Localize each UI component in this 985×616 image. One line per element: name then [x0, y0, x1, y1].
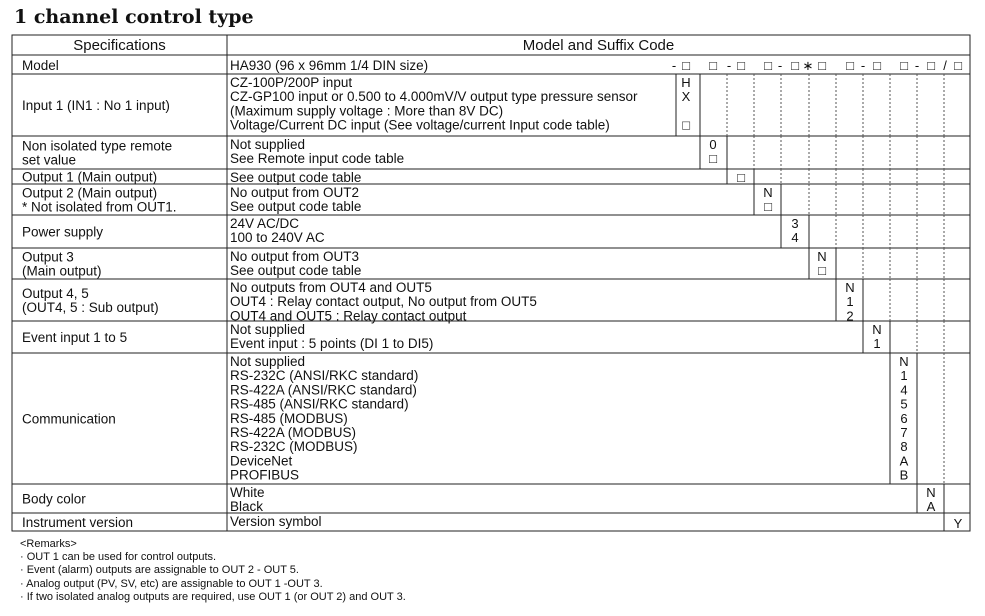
suffix-code: B — [899, 467, 909, 483]
suffix-code: 4 — [791, 230, 799, 246]
spec-label: Event input 1 to 5 — [22, 330, 128, 345]
suffix-code: □ — [737, 170, 745, 185]
suffix-code: N — [817, 249, 827, 264]
suffix-symbol: □ — [873, 58, 881, 73]
suffix-code: 2 — [846, 308, 854, 324]
suffix-code: □ — [682, 117, 690, 133]
spec-label: Input 1 (IN1 : No 1 input) — [22, 98, 170, 113]
spec-label: (Main output) — [22, 263, 102, 279]
suffix-symbol: □ — [709, 58, 717, 73]
spec-description: (Maximum supply voltage : More than 8V DC) — [230, 103, 504, 119]
spec-label: Instrument version — [22, 515, 134, 530]
suffix-symbol: ∗ — [802, 58, 814, 73]
remark-item: · OUT 1 can be used for control outputs. — [20, 551, 217, 564]
spec-label: Body color — [22, 491, 86, 507]
spec-description: RS-232C (ANSI/RKC standard) — [230, 368, 419, 384]
remark-item: · Analog output (PV, SV, etc) are assignable to OUT 1 -OUT 3. — [20, 577, 323, 590]
spec-description: White — [230, 485, 265, 500]
suffix-code: Y — [953, 516, 963, 531]
suffix-code: □ — [818, 263, 826, 279]
suffix-code: N — [926, 485, 936, 500]
suffix-symbol: □ — [927, 58, 935, 73]
spec-label: set value — [22, 152, 77, 168]
spec-description: See Remote input code table — [230, 151, 405, 167]
suffix-code: □ — [709, 151, 717, 167]
remark-item: · If two isolated analog outputs are required, use OUT 1 (or OUT 2) and OUT 3. — [20, 590, 406, 603]
spec-description: 24V AC/DC — [230, 216, 300, 231]
model-label: Model — [22, 58, 59, 73]
suffix-code: A — [899, 453, 909, 469]
suffix-code: N — [845, 280, 855, 295]
suffix-code: 4 — [900, 382, 908, 398]
suffix-symbol: □ — [818, 58, 826, 73]
spec-description: Not supplied — [230, 354, 306, 369]
spec-description: Not supplied — [230, 137, 306, 152]
spec-description: DeviceNet — [230, 453, 293, 469]
suffix-code: 0 — [709, 137, 717, 152]
suffix-code: 1 — [873, 336, 881, 352]
suffix-code: 8 — [900, 439, 908, 455]
suffix-symbol: □ — [682, 58, 690, 73]
header-specifications: Specifications — [73, 37, 166, 54]
suffix-symbol: □ — [900, 58, 908, 73]
spec-description: PROFIBUS — [230, 467, 300, 483]
suffix-symbol: / — [943, 58, 947, 73]
suffix-code: N — [763, 185, 773, 200]
suffix-symbol: - — [726, 58, 732, 73]
suffix-code: N — [899, 354, 909, 369]
spec-label: (OUT4, 5 : Sub output) — [22, 300, 159, 316]
suffix-code: 1 — [900, 368, 908, 384]
suffix-symbol: □ — [954, 58, 962, 73]
suffix-symbol: □ — [791, 58, 799, 73]
suffix-symbol: - — [671, 58, 677, 73]
spec-description: Version symbol — [230, 514, 322, 529]
spec-label: Output 4, 5 — [22, 285, 89, 301]
model-value: HA930 (96 x 96mm 1/4 DIN size) — [230, 58, 429, 73]
remarks-heading: <Remarks> — [20, 538, 77, 550]
suffix-code: X — [681, 89, 691, 105]
spec-description: OUT4 and OUT5 : Relay contact output — [230, 308, 467, 324]
spec-description: See output code table — [230, 170, 362, 185]
spec-description: No output from OUT2 — [230, 185, 360, 200]
spec-description: No outputs from OUT4 and OUT5 — [230, 280, 432, 295]
spec-description: No output from OUT3 — [230, 249, 360, 264]
remark-item: · Event (alarm) outputs are assignable to OUT 2 - OUT 5. — [20, 564, 299, 577]
spec-label: Output 1 (Main output) — [22, 169, 158, 185]
spec-description: Not supplied — [230, 322, 306, 337]
spec-description: OUT4 : Relay contact output, No output from OUT5 — [230, 294, 537, 310]
spec-description: See output code table — [230, 263, 362, 279]
spec-description: RS-422A (ANSI/RKC standard) — [230, 382, 417, 398]
spec-description: RS-485 (ANSI/RKC standard) — [230, 396, 409, 412]
spec-description: RS-485 (MODBUS) — [230, 410, 348, 426]
suffix-code: 3 — [791, 216, 799, 231]
suffix-code: 5 — [900, 396, 908, 412]
spec-label: Output 3 — [22, 249, 74, 265]
spec-description: Black — [230, 499, 264, 515]
suffix-code: 6 — [900, 410, 908, 426]
header-model-suffix: Model and Suffix Code — [522, 37, 675, 54]
suffix-symbol: □ — [846, 58, 854, 73]
spec-description: RS-232C (MODBUS) — [230, 439, 358, 455]
suffix-code: 1 — [846, 294, 854, 310]
suffix-code: □ — [764, 199, 772, 215]
spec-description: Event input : 5 points (DI 1 to DI5) — [230, 336, 434, 352]
page-title: 1 channel control type — [14, 6, 254, 28]
suffix-code: H — [681, 75, 691, 90]
suffix-code: A — [926, 499, 936, 515]
remarks — [20, 538, 406, 604]
spec-label: Output 2 (Main output) — [22, 185, 158, 201]
spec-label: Non isolated type remote — [22, 138, 173, 154]
suffix-symbol: □ — [737, 58, 745, 73]
suffix-symbol: - — [914, 58, 920, 73]
spec-description: RS-422A (MODBUS) — [230, 425, 357, 440]
suffix-symbol: - — [860, 58, 866, 73]
spec-description: See output code table — [230, 199, 362, 215]
suffix-code: N — [872, 322, 882, 337]
spec-description: CZ-100P/200P input — [230, 75, 353, 90]
spec-description: CZ-GP100 input or 0.500 to 4.000mV/V output type pressure sensor — [230, 89, 638, 105]
spec-label: * Not isolated from OUT1. — [22, 199, 177, 215]
suffix-code: 7 — [900, 425, 908, 440]
spec-label: Power supply — [22, 224, 104, 240]
spec-description: 100 to 240V AC — [230, 230, 325, 246]
suffix-symbol: - — [777, 58, 783, 73]
spec-label: Communication — [22, 411, 116, 427]
suffix-symbol: □ — [764, 58, 772, 73]
spec-description: Voltage/Current DC input (See voltage/current Input code table) — [230, 117, 610, 133]
